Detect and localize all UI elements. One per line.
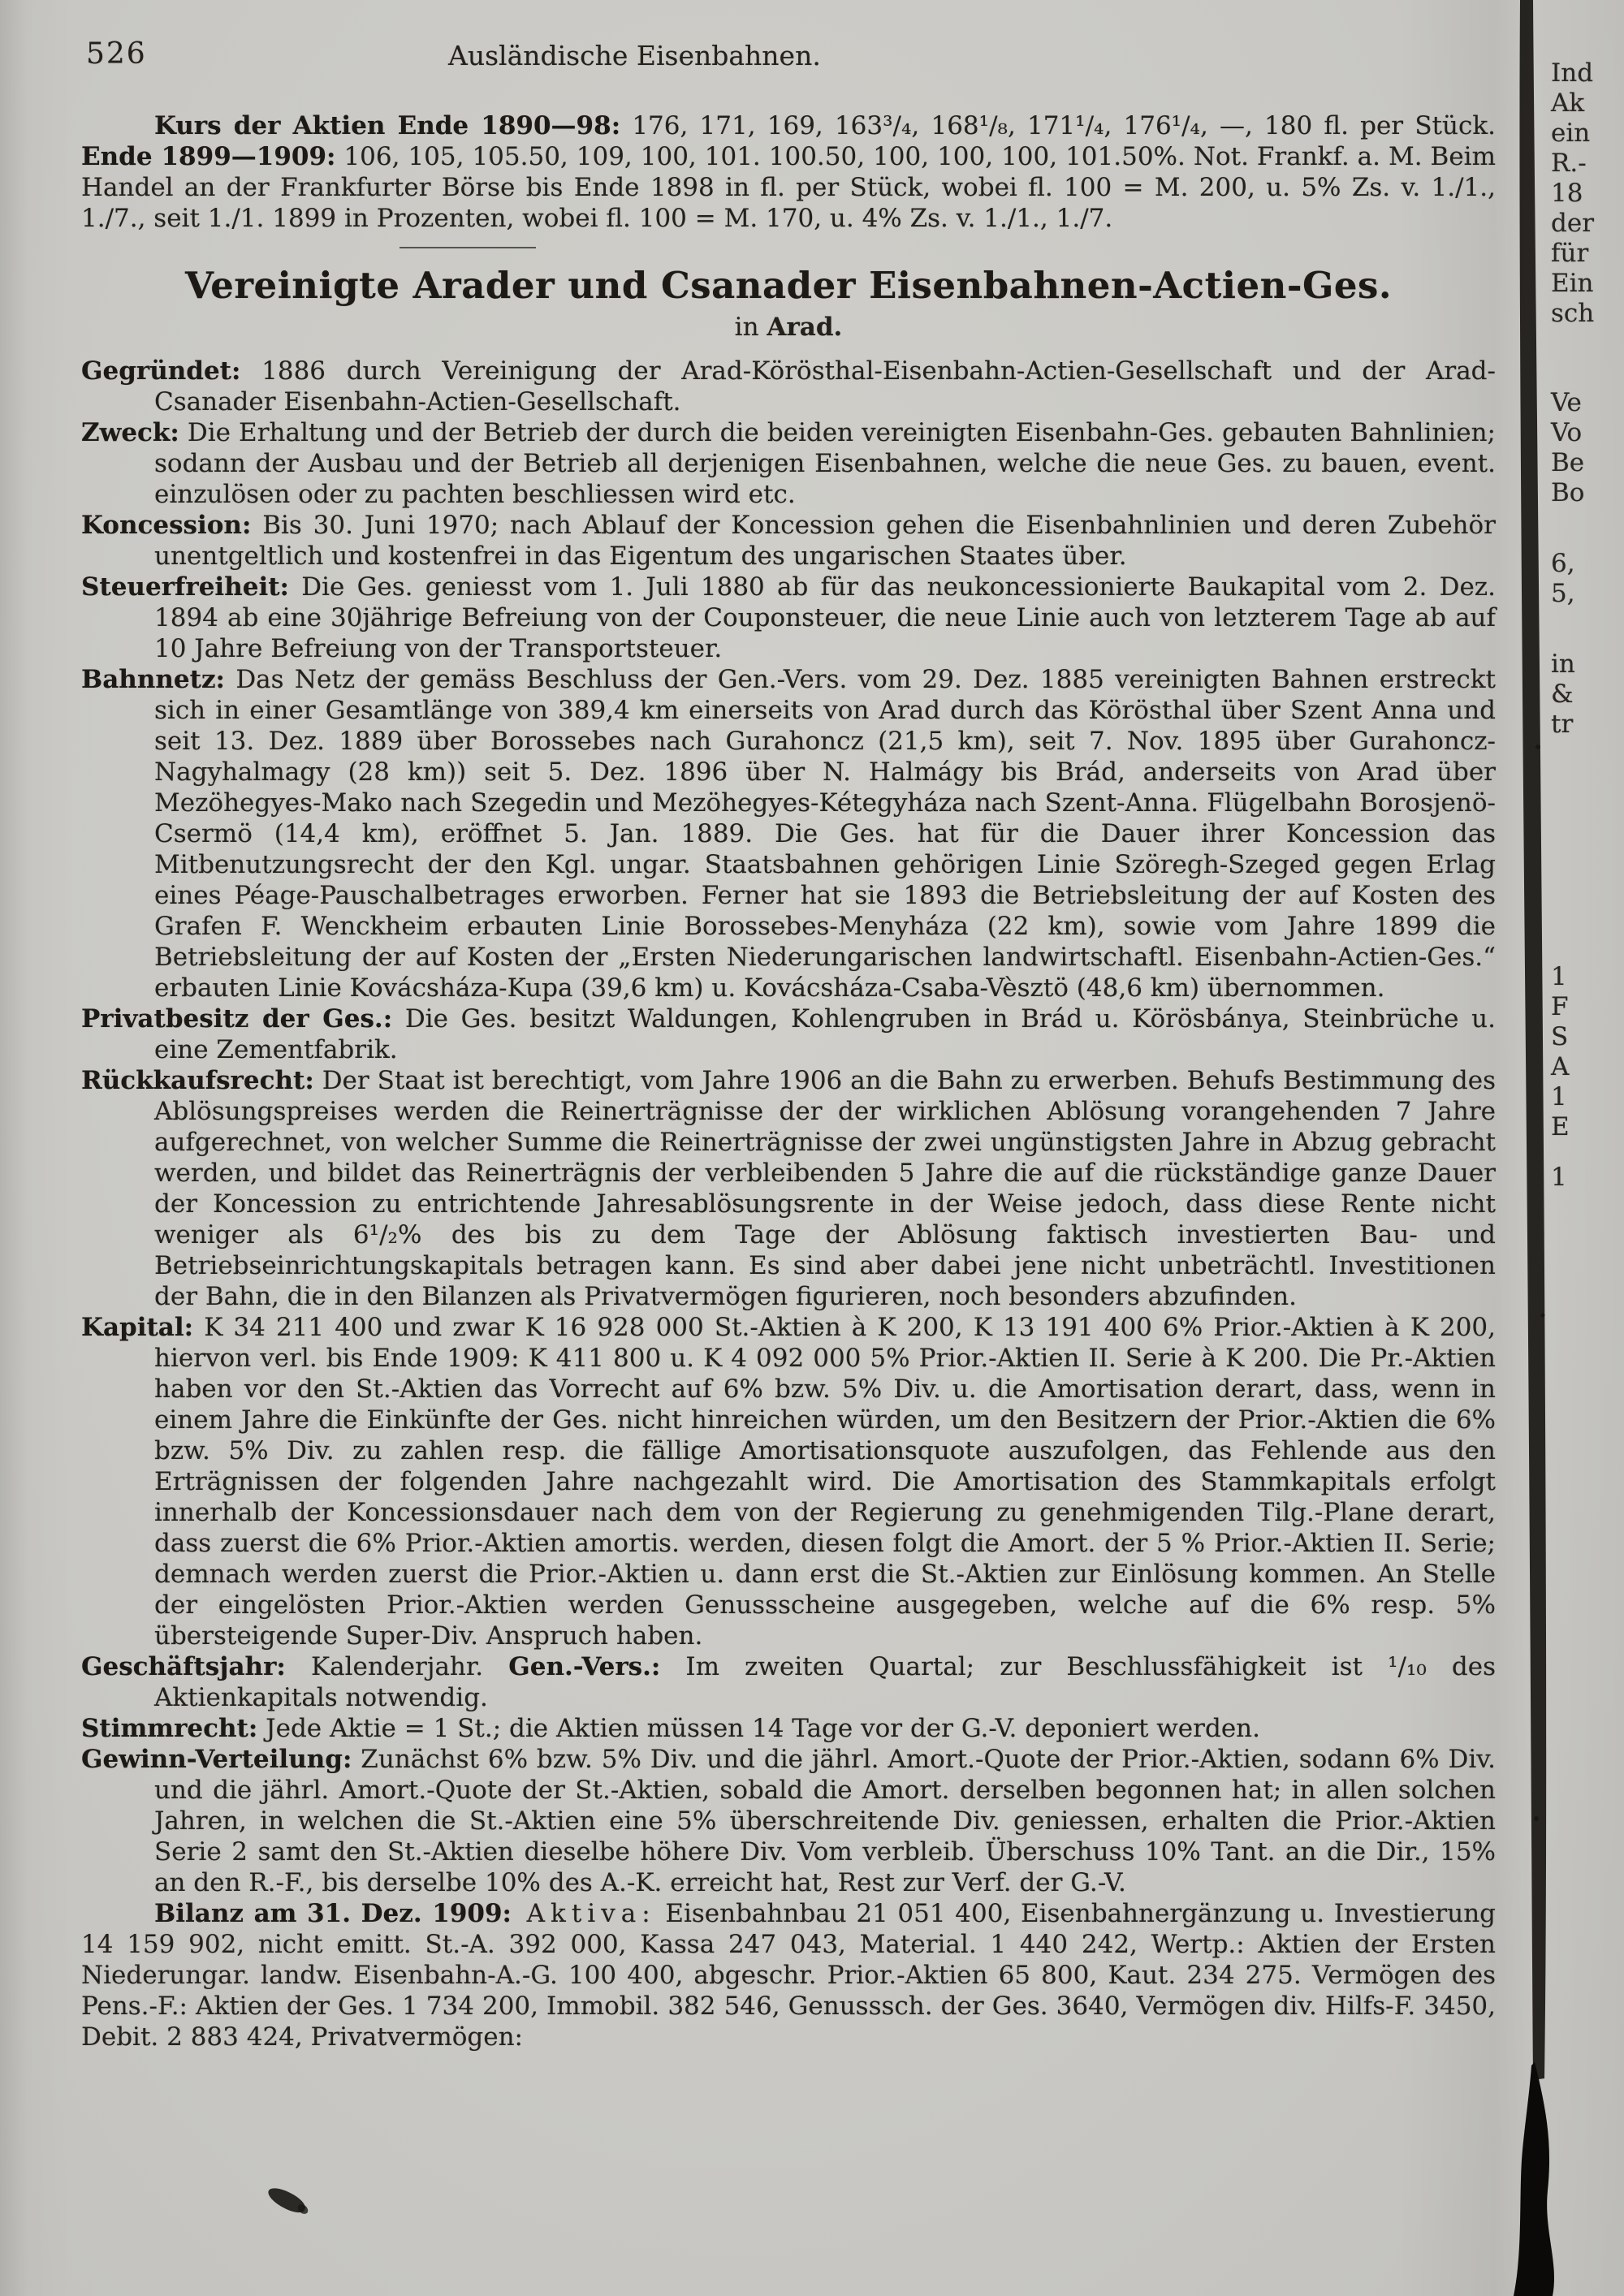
adjacent-page-text-fragment: 18	[1551, 179, 1583, 208]
entry-text: Jede Aktie = 1 St.; die Aktien müssen 14 Tage vor der G.-V. deponiert werden.	[257, 1714, 1260, 1743]
entry-label: Stimmrecht:	[81, 1714, 258, 1743]
entry-label: Bilanz am 31. Dez. 1909:	[154, 1899, 512, 1928]
entry-label: Koncession:	[81, 511, 252, 540]
kurs-label-1899-1909: Ende 1899—1909:	[81, 142, 336, 171]
kurs-label-1890-98: Kurs der Aktien Ende 1890—98:	[154, 111, 621, 140]
kurs-values-1890-98: 176, 171, 169, 163³/₄, 168¹/₈, 171¹/₄, 176¹/₄, —, 180 fl. per Stück.	[620, 111, 1496, 140]
section-divider	[400, 247, 536, 248]
entry-text: Der Staat ist berechtigt, vom Jahre 1906 an die Bahn zu erwerben. Behufs Bestimmung des Ablösungspreises werden die Reinerträgnisse der der wirklichen Ablösung vorangehenden 7 Jahre aufgerechnet, von welcher Summe die Reinerträgnisse der zwei ungünstigsten Jahre in Abzug gebracht werden, und bildet das Reinerträgnis der verbleibenden 5 Jahre die auf die rückständige ganze Dauer der Koncession zu entrichtende Jahresablösungsrente in der Weise jedoch, dass diese Rente nicht weniger als 6¹/₂% des bis zu dem Tage der Ablösung faktisch investierten Bau- und Betriebseinrichtungskapitals betragen kann. Es sind aber dabei jene nicht unbeträchtl. Investitionen der Bahn, die in den Bilanzen als Privatvermögen figurieren, noch besonders abzufinden.	[154, 1066, 1496, 1311]
adjacent-page-text-fragment: der	[1551, 209, 1595, 238]
adjacent-page-text-fragment: 6,	[1551, 549, 1575, 578]
adjacent-page-text-fragment: 1	[1551, 1082, 1567, 1111]
adjacent-page-text-fragment: ein	[1551, 119, 1591, 148]
entry-label: Steuerfreiheit:	[81, 572, 289, 602]
adjacent-page-text-fragment: Ve	[1551, 388, 1582, 417]
adjacent-page-text-fragment: Ak	[1551, 88, 1585, 118]
entry-text: Die Ges. besitzt Waldungen, Kohlengruben in Brád u. Körösbánya, Steinbrüche u. eine Zementfabrik.	[154, 1004, 1496, 1064]
entry-label: Kapital:	[81, 1313, 194, 1342]
article-subtitle	[81, 312, 1496, 343]
adjacent-page-text-fragment: für	[1551, 239, 1589, 268]
bilanz-aktiva-heading: Aktiva:	[511, 1899, 656, 1928]
entry-geschaeftsjahr	[81, 1651, 1496, 1713]
page-gutter-shadow	[1496, 0, 1624, 2296]
adjacent-page-text-fragment: Bo	[1551, 478, 1585, 507]
adjacent-page-text-fragment: sch	[1551, 299, 1595, 328]
entry-text: Im zweiten Quartal; zur Beschlussfähigkeit ist ¹/₁₀ des Aktienkapitals notwendig.	[154, 1652, 1496, 1712]
entry-text: K 34 211 400 und zwar K 16 928 000 St.-Aktien à K 200, K 13 191 400 6% Prior.-Aktien à K 200, hiervon verl. bis Ende 1909: K 411 800 u. K 4 092 000 5% Prior.-Aktien II. Serie à K 200. Die Pr.-Aktien haben vor den St.-Aktien das Vorrecht auf 6% bzw. 5% Div. u. die Amortisation derart, dass, wenn in einem Jahre die Einkünfte der Ges. nicht hinreichen würden, um den Besitzern der Prior.-Aktien die 6% bzw. 5% Div. zu zahlen resp. die fällige Amortisationsquote auszufolgen, das Fehlende aus den Erträgnissen der folgenden Jahre nachgezahlt wird. Die Amortisation des Stammkapitals erfolgt innerhalb der Koncessionsdauer nach dem von der Regierung zu genehmigenden Tilg.-Plane derart, dass zuerst die 6% Prior.-Aktien amortis. werden, diesen folgt die Amort. der 5 % Prior.-Aktien II. Serie; demnach werden zuerst die Prior.-Aktien u. dann erst die St.-Aktien zur Einlösung kommen. An Stelle der eingelösten Prior.-Aktien werden Genussscheine ausgegeben, welche auf die 6% resp. 5% übersteigende Super-Div. Anspruch haben.	[154, 1313, 1496, 1651]
page-content	[81, 34, 1496, 2052]
entry-text: Kalenderjahr.	[285, 1652, 509, 1681]
entry-label: Privatbesitz der Ges.:	[81, 1004, 393, 1034]
entry-text: Eisenbahnbau 21 051 400, Eisenbahnergänzung u. Investierung 14 159 902, nicht emitt. St.-A. 392 000, Kassa 247 043, Material. 1 440 242, Wertp.: Aktien der Ersten Niederungar. landw. Eisenbahn-A.-G. 100 400, abgeschr. Prior.-Aktien 65 800, Kaut. 234 275. Vermögen des Pens.-F.: Aktien der Ges. 1 734 200, Immobil. 382 546, Genusssch. der Ges. 3640, Vermögen div. Hilfs-F. 3450, Debit. 2 883 424, Privatvermögen:	[81, 1899, 1497, 2052]
kurs-values-1899-1909: 106, 105, 105.50, 109, 100, 101. 100.50, 100, 100, 100, 101.50%. Not. Frankf. a. M. Beim Handel an der Frankfurter Börse bis Ende 1898 in fl. per Stück, wobei fl. 100 = M. 200, u. 5% Zs. v. 1./1., 1./7., seit 1./1. 1899 in Prozenten, wobei fl. 100 = M. 170, u. 4% Zs. v. 1./1., 1./7.	[81, 142, 1496, 233]
running-head	[81, 34, 1496, 86]
entry-rueckkaufsrecht	[81, 1065, 1496, 1312]
entry-kapital	[81, 1312, 1496, 1651]
subtitle-prefix: in	[734, 313, 767, 342]
page-number: 526	[86, 37, 147, 71]
entry-text: Das Netz der gemäss Beschluss der Gen.-Vers. vom 29. Dez. 1885 vereinigten Bahnen erstreckt sich in einer Gesamtlänge von 389,4 km einerseits von Arad durch das Körösthal über Szent Anna und seit 13. Dez. 1889 über Borossebes nach Gurahoncz (21,5 km), seit 7. Nov. 1895 über Gurahoncz-Nagyhalmagy (28 km)) seit 5. Dez. 1896 über N. Halmágy bis Brád, anderseits von Arad über Mezöhegyes-Mako nach Szegedin und Mezöhegyes-Kétegyháza nach Szent-Anna. Flügelbahn Borosjenö-Csermö (14,4 km), eröffnet 5. Jan. 1889. Die Ges. hat für die Dauer ihrer Koncession das Mitbenutzungsrecht der den Kgl. ungar. Staatsbahnen gehörigen Linie Szöregh-Szeged gegen Erlag eines Péage-Pauschalbetrages erworben. Ferner hat sie 1893 die Betriebsleitung der auf Kosten des Grafen F. Wenckheim erbauten Linie Borossebes-Menyháza (22 km), sowie vom Jahre 1899 die Betriebsleitung der auf Kosten der „Ersten Niederungarischen landwirtschaftl. Eisenbahn-Actien-Ges.“ erbauten Linie Kovácsháza-Kupa (39,6 km) u. Kovácsháza-Csaba-Vèsztö (48,6 km) übernommen.	[154, 665, 1496, 1003]
adjacent-page-text-fragment: Vo	[1551, 418, 1583, 447]
adjacent-page-text-fragment: 5,	[1551, 579, 1575, 608]
share-price-paragraph	[81, 110, 1496, 234]
entry-steuerfreiheit	[81, 572, 1496, 664]
adjacent-page-text-fragment: R.-	[1551, 149, 1587, 178]
subtitle-place: Arad.	[767, 313, 843, 342]
ink-blot-tail	[296, 2203, 309, 2216]
entry-label: Bahnnetz:	[81, 665, 225, 694]
entry-zweck	[81, 417, 1496, 510]
adjacent-page-text-fragment: in	[1551, 650, 1575, 679]
adjacent-page-text-fragment: &	[1551, 680, 1574, 709]
entry-gewinn-verteilung	[81, 1744, 1496, 1898]
entry-gegruendet	[81, 356, 1496, 417]
entry-label: Gewinn-Verteilung:	[81, 1745, 352, 1774]
adjacent-page-text-fragment: E	[1551, 1112, 1570, 1142]
adjacent-page-text-fragment: A	[1551, 1052, 1570, 1081]
running-title: Ausländische Eisenbahnen.	[448, 40, 821, 71]
entry-label: Gegründet:	[81, 356, 241, 386]
adjacent-page-text-fragment: Ein	[1551, 269, 1594, 298]
entry-label-gen-vers: Gen.-Vers.:	[508, 1652, 661, 1681]
adjacent-page-text-fragment: tr	[1551, 710, 1574, 739]
entry-privatbesitz	[81, 1003, 1496, 1065]
entry-text: Die Ges. geniesst vom 1. Juli 1880 ab für das neukoncessionierte Baukapital vom 2. Dez. 1894 ab eine 30jährige Befreiung von der Couponsteuer, die neue Linie auch von letzterem Tage ab auf 10 Jahre Befreiung von der Transportsteuer.	[154, 572, 1496, 663]
adjacent-page-text-fragment: F	[1551, 992, 1569, 1021]
entry-label: Rückkaufsrecht:	[81, 1066, 314, 1095]
entry-bahnnetz	[81, 664, 1496, 1003]
adjacent-page-text-fragment: 1	[1551, 1163, 1567, 1192]
entry-text: 1886 durch Vereinigung der Arad-Körösthal-Eisenbahn-Actien-Gesellschaft und der Arad-Csanader Eisenbahn-Actien-Gesellschaft.	[154, 356, 1496, 416]
entry-text: Bis 30. Juni 1970; nach Ablauf der Koncession gehen die Eisenbahnlinien und deren Zubehör unentgeltlich und kostenfrei in das Eigentum des ungarischen Staates über.	[154, 511, 1496, 571]
adjacent-page-text-fragment: 1	[1551, 962, 1567, 991]
entry-label: Zweck:	[81, 418, 179, 447]
adjacent-page-text-fragment: Be	[1551, 448, 1585, 477]
entry-text: Die Erhaltung und der Betrieb der durch die beiden vereinigten Eisenbahn-Ges. gebauten Bahnlinien; sodann der Ausbau und der Betrieb all derjenigen Eisenbahnen, welche die neue Ges. zu bauen, event. einzulösen oder zu pachten beschliessen wird etc.	[154, 418, 1496, 509]
adjacent-page-text-fragment: S	[1551, 1022, 1569, 1051]
entry-stimmrecht	[81, 1713, 1496, 1744]
entry-text: Zunächst 6% bzw. 5% Div. und die jährl. Amort.-Quote der Prior.-Aktien, sodann 6% Div. und die jährl. Amort.-Quote der St.-Aktien, sobald die Amort. derselben begonnen hat; in allen solchen Jahren, in welchen die St.-Aktien eine 5% überschreitende Div. geniessen, erhalten die Prior.-Aktien Serie 2 samt den St.-Aktien dieselbe höhere Div. Vom verbleib. Überschuss 10% Tant. an die Dir., 15% an den R.-F., bis derselbe 10% des A.-K. erreicht hat, Rest zur Verf. der G.-V.	[154, 1745, 1496, 1897]
entry-koncession	[81, 510, 1496, 572]
entry-bilanz	[81, 1898, 1496, 2052]
article-body	[81, 356, 1496, 2052]
entry-label: Geschäftsjahr:	[81, 1652, 286, 1681]
adjacent-page-text-fragment: Ind	[1551, 58, 1594, 88]
article-title: Vereinigte Arader und Csanader Eisenbahnen-Actien-Ges.	[184, 264, 1393, 307]
